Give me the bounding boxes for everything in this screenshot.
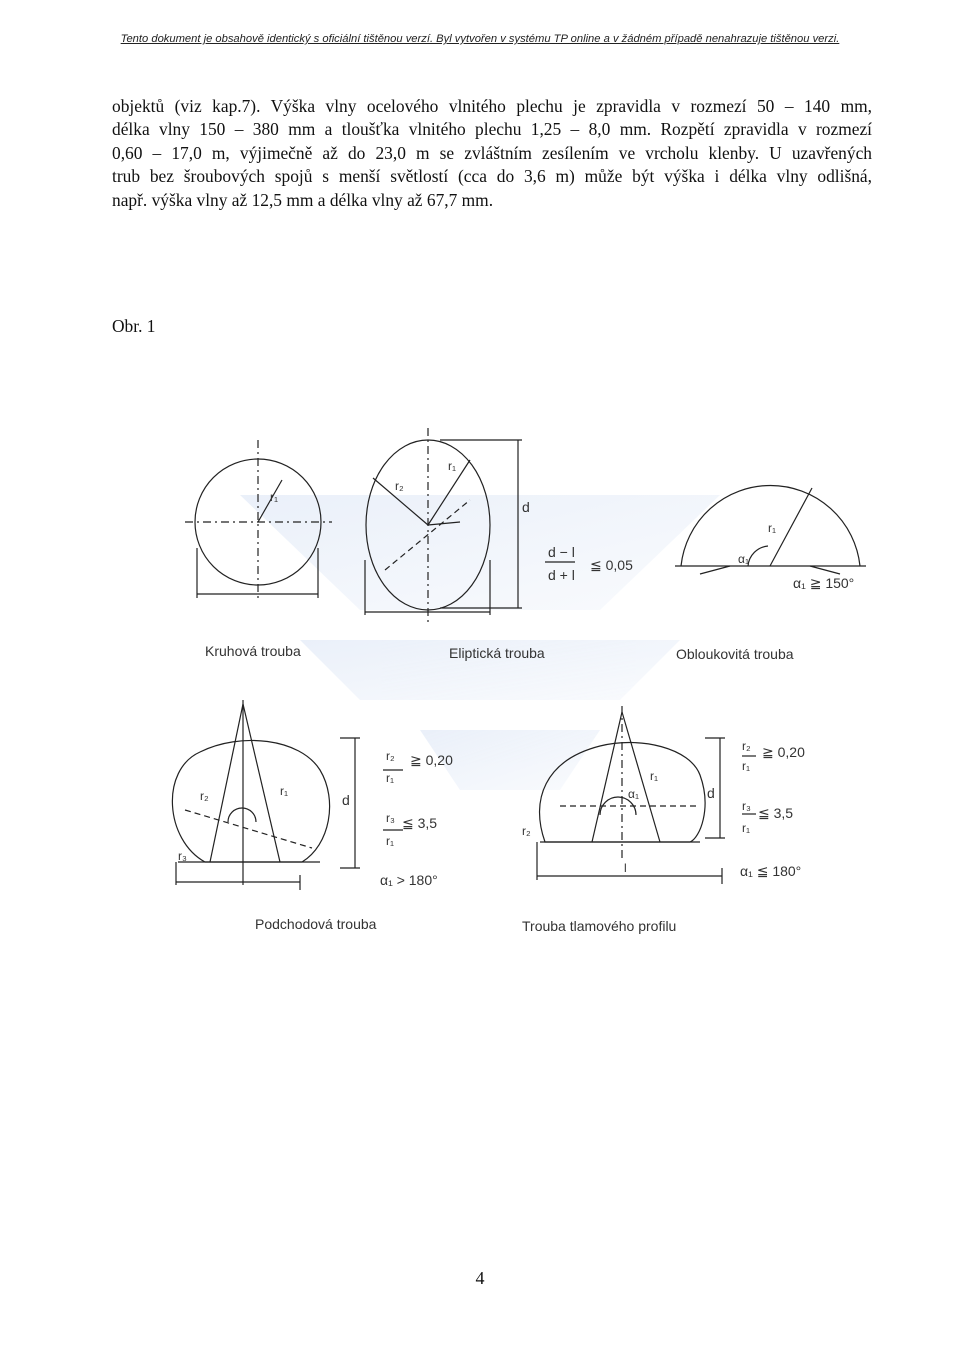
ellipse-ratio-numerator: d − l bbox=[548, 544, 575, 560]
figure-label: Obr. 1 bbox=[112, 316, 156, 336]
mouth-l-label: l bbox=[624, 861, 627, 875]
horseshoe-r3-label: r₃ bbox=[178, 849, 187, 863]
elliptic-d-label: d bbox=[522, 499, 530, 515]
horseshoe-d-label: d bbox=[342, 792, 350, 808]
document-disclaimer: Tento dokument je obsahově identický s oficiální tištěnou verzí. Byl vytvořen v systému TP online a v žádném případě nenahrazuje tištěnou verzi. bbox=[120, 33, 840, 45]
caption-arch-pipe: Obloukovitá trouba bbox=[676, 646, 794, 662]
arch-condition: α₁ ≧ 150° bbox=[793, 575, 855, 591]
horseshoe-r3-frac-den: r₁ bbox=[386, 834, 395, 848]
mouth-r2-condition: ≧ 0,20 bbox=[762, 744, 805, 760]
arch-r1-label: r₁ bbox=[768, 521, 777, 535]
elliptic-r1-label: r₁ bbox=[448, 459, 457, 473]
mouth-r1-label: r₁ bbox=[650, 769, 659, 783]
arch-alpha-label: α₁ bbox=[738, 552, 749, 566]
horseshoe-r2-label: r₂ bbox=[200, 789, 209, 803]
horseshoe-r3-condition: ≦ 3,5 bbox=[402, 815, 438, 831]
mouth-alpha-condition: α₁ ≦ 180° bbox=[740, 863, 802, 879]
watermark-logo bbox=[240, 495, 720, 790]
paragraph-line: délka vlny 150 – 380 mm a tloušťka vlnitého plechu 1,25 – 8,0 mm. Rozpětí zpravidla v rozmezí bbox=[112, 119, 872, 140]
mouth-r3-frac-num: r₃ bbox=[742, 799, 751, 813]
caption-circular-pipe: Kruhová trouba bbox=[205, 643, 301, 659]
paragraph-line: trub bez šroubových spojů s menší světlostí (cca do 3,6 m) může být výška i délka vlny odlišná, bbox=[112, 166, 872, 187]
horseshoe-r1-label: r₁ bbox=[280, 784, 289, 798]
mouth-r2-frac-den: r₁ bbox=[742, 759, 751, 773]
circular-r1-label: r₁ bbox=[270, 490, 279, 504]
caption-mouth-pipe: Trouba tlamového profilu bbox=[522, 918, 677, 934]
mouth-r2-label: r₂ bbox=[522, 824, 531, 838]
horseshoe-r2-frac-den: r₁ bbox=[386, 771, 395, 785]
horseshoe-r2-frac-num: r₂ bbox=[386, 749, 395, 763]
horseshoe-r2-condition: ≧ 0,20 bbox=[410, 752, 453, 768]
page-number: 4 bbox=[475, 1268, 485, 1288]
caption-elliptic-pipe: Eliptická trouba bbox=[449, 645, 545, 661]
ellipse-ratio-denominator: d + l bbox=[548, 567, 575, 583]
ellipse-condition: ≦ 0,05 bbox=[590, 557, 633, 573]
mouth-r2-frac-num: r₂ bbox=[742, 739, 751, 753]
mouth-r3-condition: ≦ 3,5 bbox=[758, 805, 794, 821]
paragraph-line: objektů (viz kap.7). Výška vlny ocelového vlnitého plechu je zpravidla v rozmezí 50 – 140 mm, bbox=[112, 96, 872, 116]
mouth-r3-frac-den: r₁ bbox=[742, 821, 751, 835]
elliptic-r2-label: r₂ bbox=[395, 479, 404, 493]
horseshoe-alpha-condition: α₁ > 180° bbox=[380, 872, 438, 888]
mouth-d-label: d bbox=[707, 785, 715, 801]
caption-horseshoe-pipe: Podchodová trouba bbox=[255, 916, 377, 932]
paragraph-line: např. výška vlny až 12,5 mm a délka vlny až 67,7 mm. bbox=[112, 189, 494, 210]
paragraph-line: 0,60 – 17,0 m, výjimečně až do 23,0 m se zvláštním zesílením ve vrcholu klenby. U uzavřených bbox=[112, 142, 872, 163]
horseshoe-r3-frac-num: r₃ bbox=[386, 811, 395, 825]
mouth-alpha-label: α₁ bbox=[628, 787, 639, 801]
